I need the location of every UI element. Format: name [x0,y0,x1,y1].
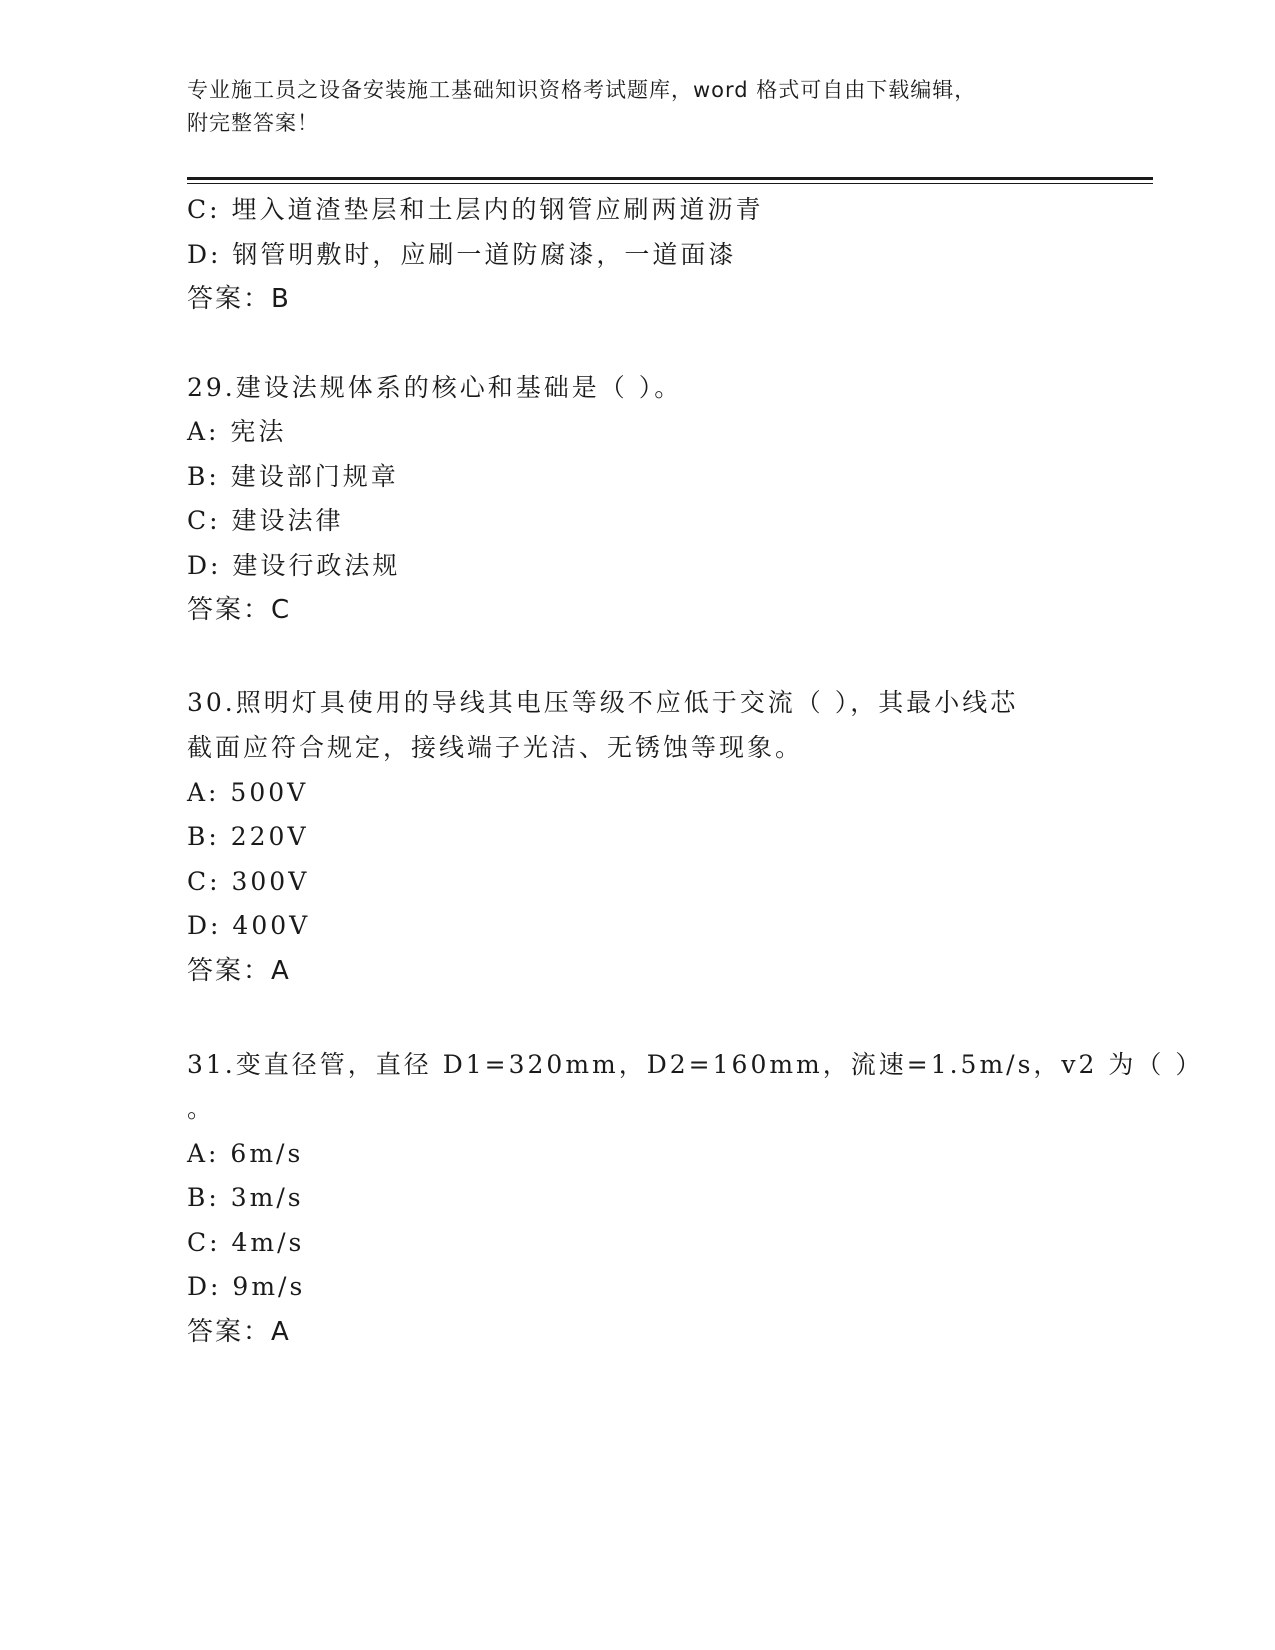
q29-option-d: D: 建设行政法规 [187,551,401,580]
q30-option-a: A: 500V [187,778,309,807]
document-header [187,74,1067,140]
q30-question-line-2: 截面应符合规定，接线端子光洁、无锈蚀等现象。 [187,733,804,762]
q31-question-line-2: 。 [187,1094,216,1123]
q29-question: 29.建设法规体系的核心和基础是（ ）。 [187,373,683,402]
q28-answer: 答案：B [187,284,291,314]
q30-option-c: C: 300V [187,867,310,896]
q28-option-c: C: 埋入道渣垫层和土层内的钢管应刷两道沥青 [187,195,764,224]
q31-option-c: C: 4m/s [187,1228,305,1257]
q31-question-line-1: 31.变直径管，直径 D1=320mm，D2=160mm，流速=1.5m/s，v2 为（ ） [187,1050,1204,1079]
q30-question-line-1: 30.照明灯具使用的导线其电压等级不应低于交流（ ），其最小线芯 [187,688,1019,717]
header-line-2: 附完整答案！ [187,111,319,135]
q29-option-c: C: 建设法律 [187,506,344,535]
header-divider-thick [187,177,1153,180]
header-line-1: 专业施工员之设备安装施工基础知识资格考试题库，word 格式可自由下载编辑， [187,78,977,102]
q30-option-b: B: 220V [187,822,309,851]
q30-answer: 答案：A [187,956,291,986]
q30-option-d: D: 400V [187,911,311,940]
q29-option-b: B: 建设部门规章 [187,462,399,491]
q29-option-a: A: 宪法 [187,417,287,446]
q31-option-b: B: 3m/s [187,1183,304,1212]
header-divider-thin [187,183,1153,184]
q29-answer: 答案：C [187,595,292,625]
q31-option-a: A: 6m/s [187,1139,304,1168]
q28-option-d: D: 钢管明敷时，应刷一道防腐漆，一道面漆 [187,240,737,269]
q31-answer: 答案：A [187,1317,291,1347]
q31-option-d: D: 9m/s [187,1272,306,1301]
